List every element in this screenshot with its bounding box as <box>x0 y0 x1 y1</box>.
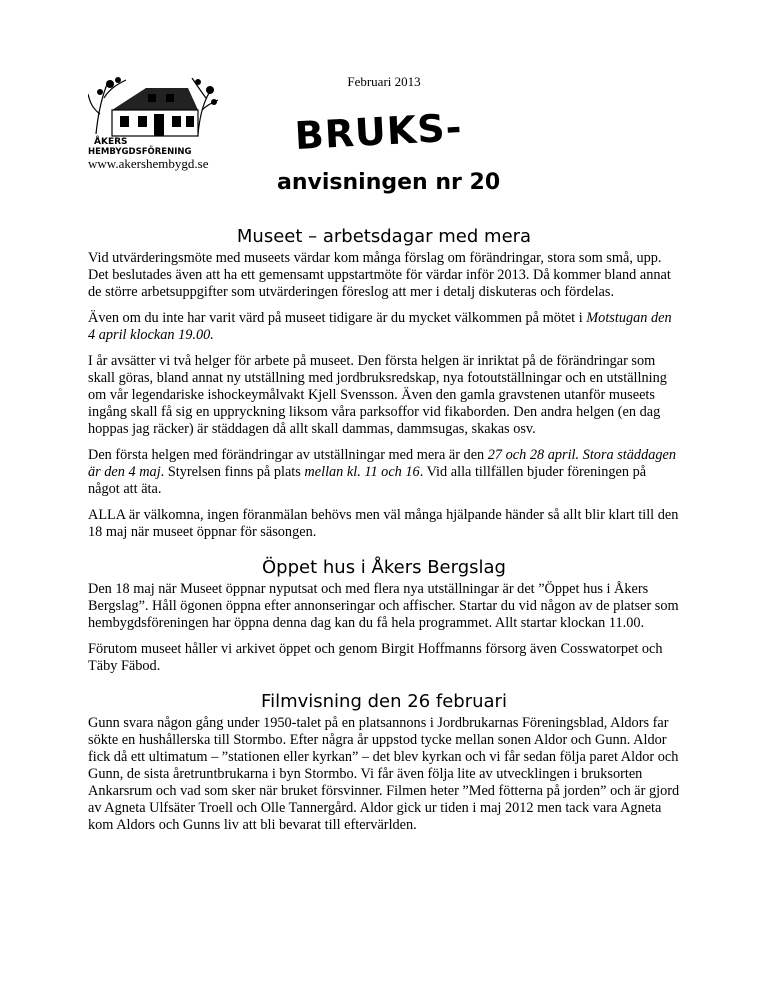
paragraph: Den första helgen med förändringar av utställningar med mera är den 27 och 28 april. Stora städdagen är den 4 maj. Styrelsen finns på plats mellan kl. 11 och 16. Vid alla tillfällen bjuder föreningen på något att äta. <box>88 447 677 497</box>
section-heading: Öppet hus i Åkers Bergslag <box>262 557 506 578</box>
section-oppet-hus <box>88 557 680 675</box>
section-heading: Museet – arbetsdagar med mera <box>236 226 532 247</box>
association-logo <box>88 74 218 156</box>
article-body <box>88 226 680 843</box>
section-heading: Filmvisning den 26 februari <box>261 691 507 712</box>
newsletter-title: BRUKS- <box>293 105 464 158</box>
paragraph: Den 18 maj när Museet öppnar nyputsat och med flera nya utställningar är det ”Öppet hus i Åkers Bergslag”. Håll ögonen öppna efter annonseringar och affischer. Startar du vid någon av de platser som hembygdsföreningen har öppna denna dag kan du få hela programmet. Allt startar klockan 11.00. <box>88 581 679 631</box>
newsletter-subtitle: anvisningen nr 20 <box>277 170 501 195</box>
logo-text-akers: ÅKERS <box>94 137 128 147</box>
paragraph: ALLA är välkomna, ingen föranmälan behövs men väl många hjälpande händer så allt blir klart till den 18 maj när museet öppnar för säsongen. <box>88 507 679 540</box>
paragraph: I år avsätter vi två helger för arbete på museet. Den första helgen är inriktat på de förändringar som skall göras, bland annat ny utställning med jordbruksredskap, nya fotoutställningar och en utställning om vår legendariske ishockeymålvakt Kjell Svensson. Även den gamla gravstenen utanför museets ingång skall få sig en uppryckning liksom våra parksoffor vid fikaborden. Den andra helgen (en dag hoppas jag räcker) är städdagen då allt skall dammas, dammsugas, skakas osv. <box>88 353 667 437</box>
section-museet <box>88 226 680 541</box>
section-filmvisning <box>88 691 680 834</box>
paragraph: Vid utvärderingsmöte med museets värdar kom många förslag om förändringar, stora som små, upp. Det beslutades även att ha ett gemensamt uppstartmöte för värdar inför 2013. Då kommer bland annat de större arbetsuppgifter som utvärderingen föreslog att mer i detalj diskuteras och fördelas. <box>88 250 671 300</box>
paragraph: Förutom museet håller vi arkivet öppet och genom Birgit Hoffmanns försorg även Cosswatorpet och Täby Fäbod. <box>88 641 663 674</box>
website-url: www.akershembygd.se <box>88 156 209 171</box>
paragraph: Även om du inte har varit värd på museet tidigare är du mycket välkommen på mötet i Motstugan den 4 april klockan 19.00. <box>88 310 672 343</box>
logo-text-hembygdsforening: HEMBYGDSFÖRENING <box>88 147 192 156</box>
issue-date: Februari 2013 <box>347 74 421 89</box>
paragraph: Gunn svara någon gång under 1950-talet på en platsannons i Jordbrukarnas Föreningsblad, Aldors far sökte en hushållerska till Stormbo. Efter några år uppstod tycke mellan sonen Aldor och Gunn. Aldor fick då ett ultimatum – ”stationen eller kyrkan” – det blev kyrkan och vi får sedan följa paret Aldor och Gunn, de sista åretruntbrukarna i byn Stormbo. Vi får även följa lite av utvecklingen i bruksorten Ankarsrum och vad som sker när bruket försvinner. Filmen heter ”Med fötterna på jorden” och är gjord av Agneta Ulfsäter Troell och Olle Tannergård. Aldor gick ur tiden i maj 2012 men tack vara Agneta kom Aldors och Gunns liv att bli bevarat till eftervärlden. <box>88 715 680 833</box>
